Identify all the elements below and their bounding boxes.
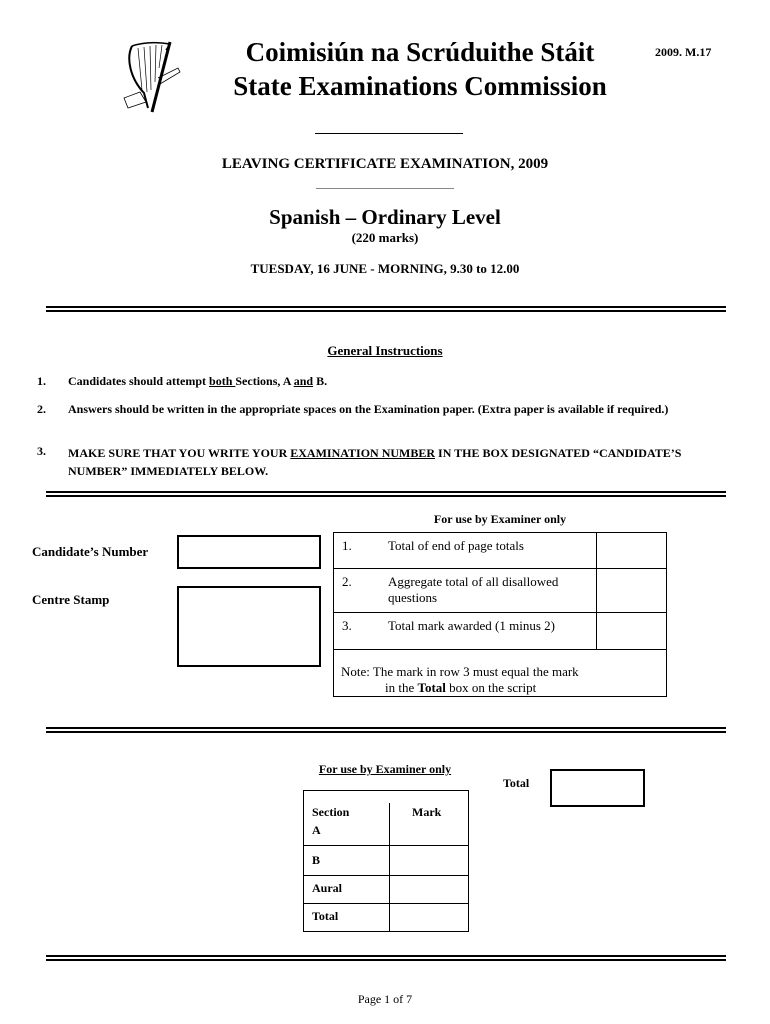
table-note-continued: in the Total box on the script	[385, 680, 537, 695]
exam-datetime: TUESDAY, 16 JUNE - MORNING, 9.30 to 12.00	[250, 261, 520, 276]
section-cell: Aural	[312, 881, 342, 895]
row-label: Total of end of page totals	[388, 538, 524, 553]
marks-table	[303, 790, 469, 932]
paper-code: 2009. M.17	[655, 45, 712, 59]
instruction-1: Candidates should attempt both Sections, A and B.	[68, 374, 328, 388]
examiner-table	[333, 532, 667, 697]
examiner-only-heading: For use by Examiner only	[433, 512, 567, 526]
centre-stamp-box	[177, 586, 321, 667]
subject-title: Spanish – Ordinary Level	[269, 205, 501, 229]
column-divider	[389, 803, 390, 931]
examiner-only-heading: For use by Examiner only	[318, 762, 452, 776]
total-marks: (220 marks)	[351, 230, 419, 245]
table-row	[334, 533, 666, 569]
column-divider	[596, 533, 597, 649]
row-label: Aggregate total of all disallowed questions	[388, 574, 559, 605]
table-row	[304, 875, 468, 904]
section-cell: Total	[312, 909, 339, 923]
exam-title: LEAVING CERTIFICATE EXAMINATION, 2009	[221, 156, 549, 172]
total-box[interactable]	[550, 769, 645, 807]
instruction-number: 3.	[37, 444, 46, 458]
row-number: 3.	[342, 618, 352, 633]
table-note: Note: The mark in row 3 must equal the mark	[341, 664, 579, 679]
candidate-number-box[interactable]	[177, 535, 321, 569]
table-row	[334, 569, 666, 613]
double-rule	[46, 955, 726, 961]
org-name-irish: Coimisiún na Scrúduithe Stáit	[245, 37, 595, 67]
centre-stamp-label: Centre Stamp	[32, 592, 110, 607]
section-cell: A	[312, 823, 321, 837]
section-cell: B	[312, 853, 321, 867]
column-header-mark: Mark	[412, 805, 442, 819]
instruction-3: MAKE SURE THAT YOU WRITE YOUR EXAMINATION NUMBER IN THE BOX DESIGNATED “CANDIDATE’S NUMBER” IMMEDIATELY BELOW.	[68, 446, 682, 478]
title-rule	[316, 188, 454, 189]
header-rule	[315, 133, 463, 134]
row-number: 1.	[342, 538, 352, 553]
instruction-number: 2.	[37, 402, 46, 416]
total-label: Total	[503, 776, 530, 790]
double-rule	[46, 727, 726, 733]
instructions-heading: General Instructions	[327, 343, 443, 358]
instruction-number: 1.	[37, 374, 46, 388]
double-rule	[46, 491, 726, 497]
org-name-english: State Examinations Commission	[233, 71, 607, 101]
row-label: Total mark awarded (1 minus 2)	[388, 618, 555, 633]
harp-icon	[122, 38, 184, 114]
table-row	[304, 819, 468, 846]
row-number: 2.	[342, 574, 352, 589]
instruction-2: Answers should be written in the appropriate spaces on the Examination paper. (Extra paper is available if required.)	[68, 402, 669, 416]
column-header-section: Section	[312, 805, 350, 819]
double-rule	[46, 306, 726, 312]
table-row	[304, 847, 468, 876]
table-row	[304, 903, 468, 931]
table-row	[334, 613, 666, 650]
candidate-number-label: Candidate’s Number	[32, 544, 149, 559]
page-number: Page 1 of 7	[357, 992, 413, 1006]
